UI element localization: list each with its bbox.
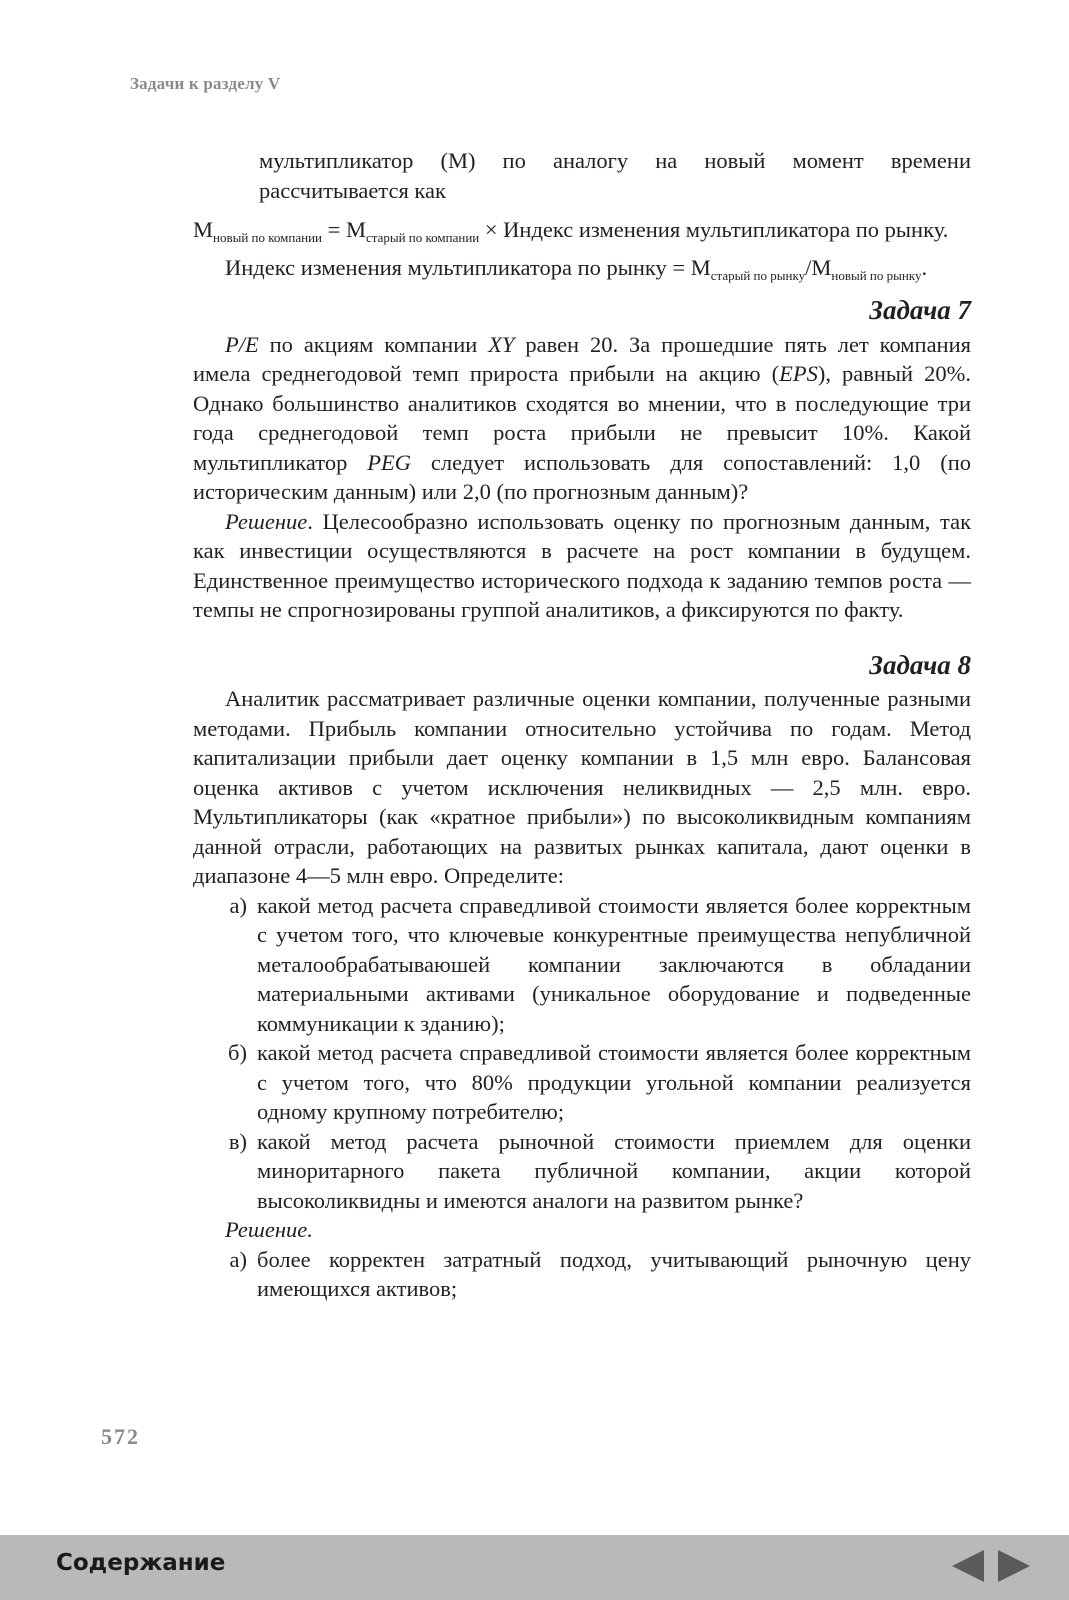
task7-title: Задача 7 [869,295,971,325]
contents-link[interactable]: Содержание [56,1550,226,1576]
triangle-left-icon[interactable] [950,1549,986,1583]
task8-items [193,891,971,1216]
intro-paragraph: мультипликатор (М) по аналогу на новый момент времени рассчитывается как [259,148,971,203]
task8-question: Аналитик рассматривает различные оценки компании, полученные разными методами. Прибыль компании относительно устойчива по годам. Метод капитализации прибыли дает оценку компании в 1,5 млн евро. Балансовая оценка активов с учетом исключения неликвидных — 2,5 млн. евро. Мультипликаторы (как «кратное прибыли») по высоколиквидным компаниям данной отрасли, работающих на развитых рынках капитала, дают оценки в диапазоне 4—5 млн евро. Определите: [193,686,971,888]
task7-question: P/E по акциям компании XY равен 20. За прошедшие пять лет компания имела среднегодовой темп прироста прибыли на акцию (EPS), равный 20%. Однако большинство аналитиков сходятся во мнении, что в последующие три года среднегодовой темп роста прибыли не превысит 10%. Какой мультипликатор PEG следует использовать для сопоставлений: 1,0 (по историческим данным) или 2,0 (по прогнозным данным)? [193,331,972,504]
running-head: Задачи к разделу V [130,74,281,93]
page-body [193,146,971,1304]
list-item: а) более корректен затратный подход, учитывающий рыночную цену имеющихся активов; [229,1246,971,1301]
task7-solution: Решение. Целесообразно использовать оценку по прогнозным данным, так как инвестиции осуществляются в расчете на рост компании в будущем. Единственное преимущество исторического подхода к заданию темпов роста — темпы не спрогнозированы группой аналитиков, а фиксируются по факту. [193,508,971,622]
list-item: б) какой метод расчета справедливой стоимости является более корректным с учетом того, что 80% продукции угольной компании реализуется одному крупному потребителю; [228,1040,971,1124]
task8-title: Задача 8 [869,649,971,680]
footer-bar [0,1535,1069,1600]
formula-multiplier-new: $М_{новый по компании} = М_{старый по компании}$ × Индекс изменения мультипликатора по рынку. [193,217,949,245]
page-number: 572 [101,1424,140,1449]
triangle-right-icon[interactable] [996,1549,1032,1583]
formula-market-index: Индекс изменения мультипликатора по рынку = $М_{старый по рынку}/М_{новый по рынку}$. [225,254,928,283]
task8-solution-label: Решение. [225,1217,313,1242]
list-item: в) какой метод расчета рыночной стоимости приемлем для оценки миноритарного пакета публичной компании, акции которой высоколиквидны и имеются аналоги на развитом рынке? [228,1128,971,1213]
task8-answers [193,1245,971,1304]
list-item: а) какой метод расчета справедливой стоимости является более корректным с учетом того, что ключевые конкурентные преимущества непубличной металообрабатываюшей компании заключаются в обладании материальными активами (уникальное оборудование и подведенные коммуникации к зданию); [229,892,971,1036]
